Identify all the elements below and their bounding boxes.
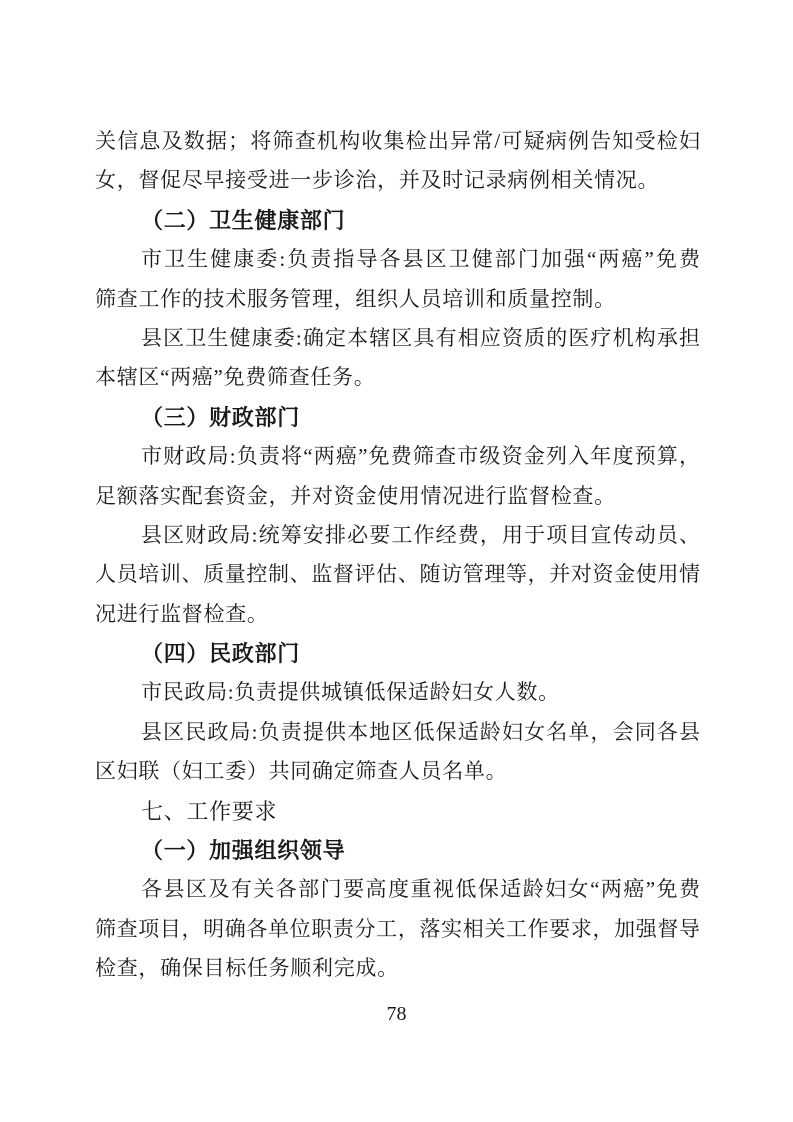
text-line: 县区财政局:统筹安排必要工作经费，用于项目宣传动员、 [141, 522, 700, 547]
text-line: 况进行监督检查。 [95, 601, 269, 626]
text-line: 市卫生健康委:负责指导各县区卫健部门加强“两癌”免费 [141, 247, 700, 272]
heading-line: （一）加强组织领导 [141, 838, 346, 864]
text-line: 县区卫生健康委:确定本辖区具有相应资质的医疗机构承担 [141, 325, 700, 350]
text-line: 市财政局:负责将“两癌”免费筛查市级资金列入年度预算， [141, 444, 700, 469]
heading-line: （二）卫生健康部门 [141, 207, 346, 233]
text-line: 人员培训、质量控制、监督评估、随访管理等，并对资金使用情 [95, 562, 700, 587]
page-number: 78 [386, 1003, 407, 1025]
heading-line: （三）财政部门 [141, 404, 300, 430]
heading-line: （四）民政部门 [141, 641, 300, 667]
text-line: 县区民政局:负责提供本地区低保适龄妇女名单，会同各县 [141, 719, 700, 744]
heading-line: 七、工作要求 [141, 798, 278, 824]
document-body [95, 122, 700, 989]
text-line: 关信息及数据；将筛查机构收集检出异常/可疑病例告知受检妇 [95, 129, 700, 153]
text-line: 筛查项目，明确各单位职责分工，落实相关工作要求，加强督导 [95, 916, 700, 941]
text-line: 筛查工作的技术服务管理，组织人员培训和质量控制。 [95, 286, 616, 311]
text-line: 市民政局:负责提供城镇低保适龄妇女人数。 [141, 680, 560, 705]
text-line: 检查，确保目标任务顺利完成。 [95, 956, 399, 981]
text-line: 本辖区“两癌”免费筛查任务。 [95, 365, 376, 390]
text-line: 女，督促尽早接受进一步诊治，并及时记录病例相关情况。 [95, 168, 660, 193]
text-line: 各县区及有关各部门要高度重视低保适龄妇女“两癌”免费 [141, 877, 700, 902]
text-line: 区妇联（妇工委）共同确定筛查人员名单。 [95, 759, 508, 784]
text-line: 足额落实配套资金，并对资金使用情况进行监督检查。 [95, 483, 616, 508]
